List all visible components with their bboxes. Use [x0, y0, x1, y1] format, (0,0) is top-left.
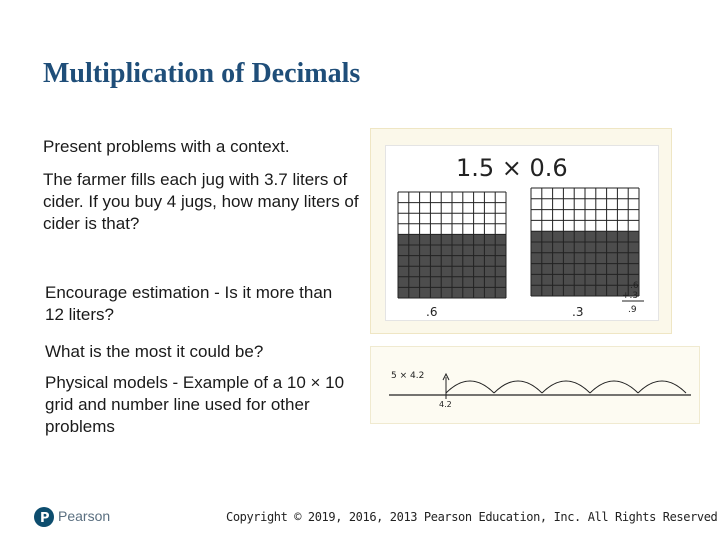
grid-heading: 1.5 × 0.6	[456, 154, 568, 182]
paragraph-estimation: Encourage estimation - Is it more than 12 liters?	[45, 283, 333, 324]
paragraph-farmer-problem: The farmer fills each jug with 3.7 liters of cider. If you buy 4 jugs, how many liters of cider is that?	[43, 170, 359, 233]
number-line-jump-arc	[638, 381, 686, 393]
paragraph-context: Present problems with a context.	[43, 137, 290, 156]
grid-sum-bottom: .9	[628, 305, 637, 315]
grid-label-left: .6	[426, 305, 438, 319]
grid-sum-top: .6	[630, 281, 639, 291]
number-line-jump-arc	[542, 381, 590, 393]
grid-right	[531, 188, 639, 296]
number-line-image	[370, 346, 700, 424]
pearson-brand-name: Pearson	[58, 508, 111, 524]
paragraph-physical-models: Physical models - Example of a 10 × 10 grid and number line used for other problems	[45, 373, 345, 436]
number-line-jump-arc	[494, 381, 542, 393]
number-line-jump-arc	[446, 381, 494, 393]
grid-sum-mid: +.3	[622, 291, 639, 301]
svg-text:P: P	[40, 511, 50, 526]
slide-title: Multiplication of Decimals	[43, 58, 361, 89]
number-line-jump-label: 4.2	[439, 400, 452, 409]
grid-model-image	[370, 128, 672, 334]
number-line-expression: 5 × 4.2	[391, 371, 425, 381]
number-line-jumps	[446, 381, 686, 393]
number-line-jump-arc	[590, 381, 638, 393]
copyright-notice: Copyright © 2019, 2016, 2013 Pearson Education, Inc. All Rights Reserved	[226, 510, 718, 524]
grid-left	[398, 192, 506, 298]
paragraph-most-question: What is the most it could be?	[45, 342, 264, 361]
grid-model-paper	[385, 145, 659, 321]
grid-label-right: .3	[572, 305, 584, 319]
